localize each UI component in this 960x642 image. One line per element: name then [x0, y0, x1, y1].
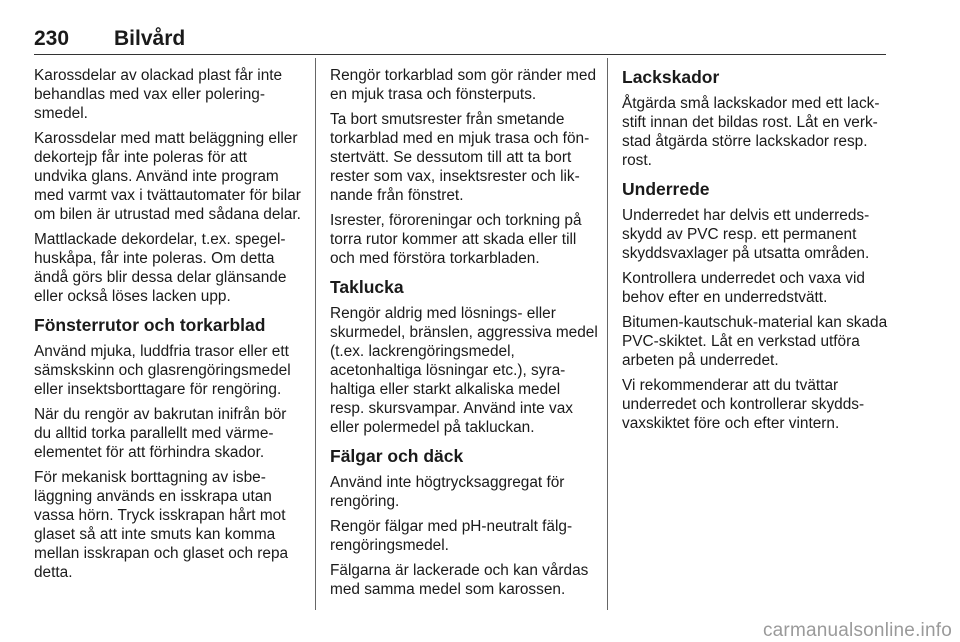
body-paragraph: Åtgärda små lackskador med ett lackstift innan det bildas rost. Låt en verkstad åtgärda större lackskador resp. rost.: [622, 95, 880, 169]
column-divider-1: [315, 58, 316, 610]
body-paragraph: Mattlackade dekordelar, t.ex. spegelhuskåpa, får inte poleras. Om detta ändå görs blir dessa delar glänsande eller också löses lacken upp.: [34, 231, 287, 305]
header-rule: [34, 54, 886, 55]
body-paragraph: Karossdelar med matt beläggning eller dekortejp får inte poleras för att undvika glans. Använd inte program med varmt vax i tvättautomater för bilar om bilen är utrustad med sådana delar.: [34, 130, 301, 223]
body-paragraph: Isrester, föroreningar och torkning på torra rutor kommer att skada eller till och med förstöra torkarbladen.: [330, 212, 582, 267]
body-paragraph: Rengör torkarblad som gör ränder med en mjuk trasa och fönsterputs.: [330, 67, 597, 103]
column-2: [330, 66, 598, 605]
body-paragraph: Underredet har delvis ett underredsskydd av PVC resp. ett permanent skyddsvaxlager på utsatta områden.: [622, 207, 870, 262]
watermark: carmanualsonline.info: [762, 620, 952, 641]
body-paragraph: Rengör aldrig med lösnings- eller skurmedel, bränslen, aggressiva medel (t.ex. lackrengöringsmedel, acetonhaltiga lösningar etc.), syrahaltiga eller starkt alkaliska medel resp. skursvampar. Använd inte vax eller polermedel på takluckan.: [330, 305, 598, 436]
section-heading: Taklucka: [330, 277, 404, 297]
section-title: Bilvård: [114, 27, 186, 50]
section-heading: Fönsterrutor och torkarblad: [34, 315, 266, 335]
section-heading: Fälgar och däck: [330, 446, 464, 466]
column-divider-2: [607, 58, 608, 610]
column-1: [34, 66, 302, 588]
body-paragraph: Använd mjuka, luddfria trasor eller ett sämskskinn och glasrengöringsmedel eller insektsborttagare för rengöring.: [34, 343, 291, 398]
body-paragraph: När du rengör av bakrutan inifrån bör du alltid torka parallellt med värmeelementet för att förhindra skador.: [34, 406, 287, 461]
page-number: 230: [34, 27, 70, 50]
body-paragraph: Rengör fälgar med pH-neutralt fälgrengöringsmedel.: [330, 518, 573, 554]
body-paragraph: Bitumen-kautschuk-material kan skada PVC-skiktet. Låt en verkstad utföra arbeten på underredet.: [622, 314, 888, 369]
body-paragraph: Fälgarna är lackerade och kan vårdas med samma medel som karossen.: [330, 562, 589, 598]
page-header: [34, 27, 886, 51]
body-paragraph: Ta bort smutsrester från smetande torkarblad med en mjuk trasa och fönstertvätt. Se dessutom till att ta bort rester som vax, insektsrester och liknande från fönstret.: [330, 111, 590, 204]
body-paragraph: För mekanisk borttagning av isbeläggning används en isskrapa utan vassa hörn. Tryck isskrapan hårt mot glaset så att inte smuts kan komma mellan isskrapan och glaset och repa detta.: [34, 469, 289, 581]
body-paragraph: Använd inte högtrycksaggregat för rengöring.: [330, 474, 565, 510]
body-paragraph: Karossdelar av olackad plast får inte behandlas med vax eller poleringsmedel.: [34, 67, 283, 122]
section-heading: Lackskador: [622, 67, 720, 87]
section-heading: Underrede: [622, 179, 710, 199]
body-paragraph: Vi rekommenderar att du tvättar underredet och kontrollerar skyddsvaxskiktet före och efter vintern.: [622, 377, 865, 432]
body-paragraph: Kontrollera underredet och vaxa vid behov efter en underredstvätt.: [622, 270, 865, 306]
column-3: [622, 66, 890, 439]
